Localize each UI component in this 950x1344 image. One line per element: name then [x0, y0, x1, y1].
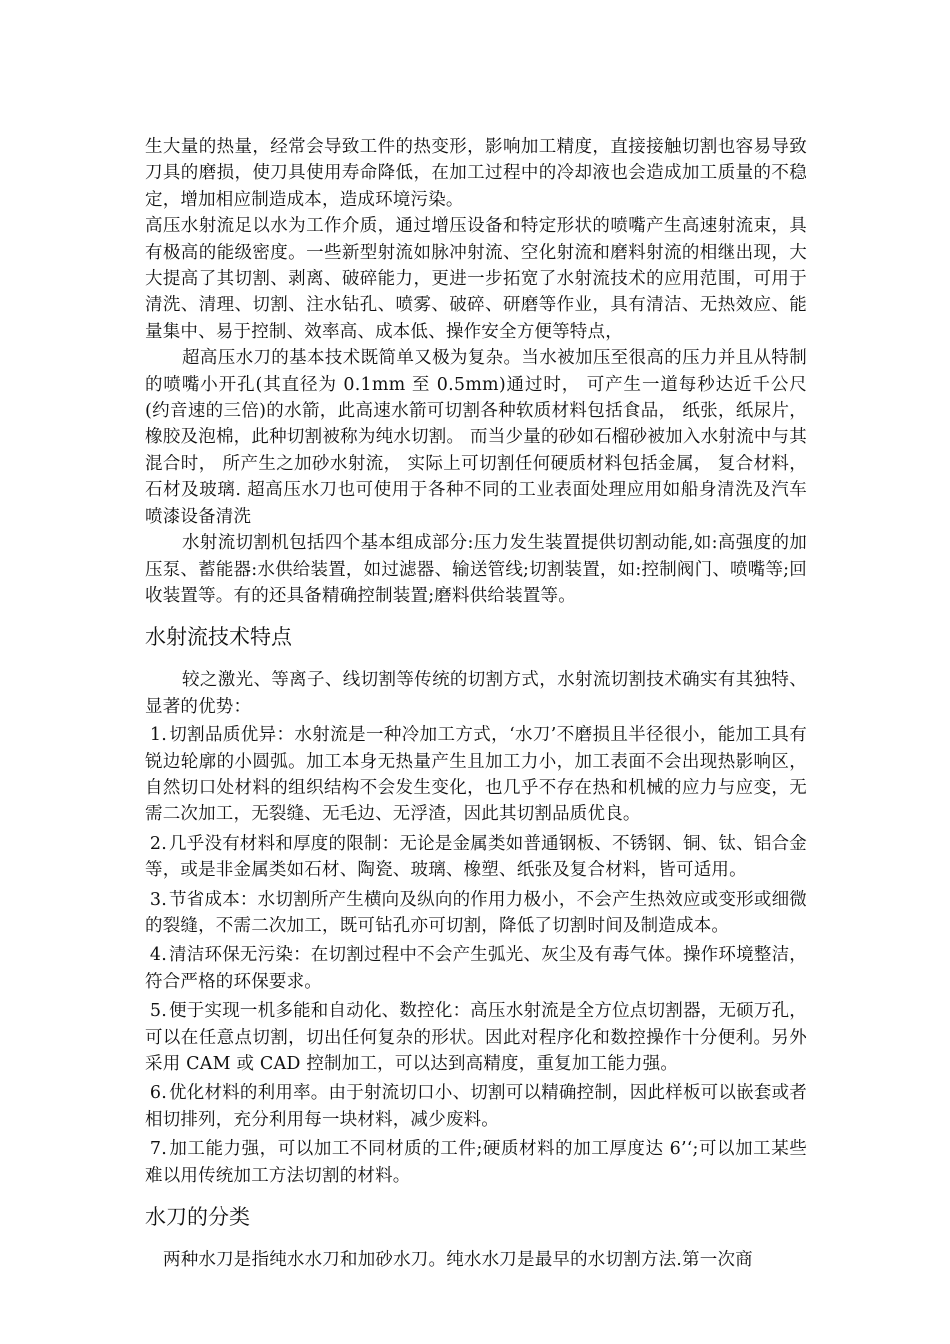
- section-heading-features: 水射流技术特点: [145, 625, 292, 650]
- paragraph-machine-components: 水射流切割机包括四个基本组成部分:压力发生装置提供切割动能,如:高强度的加压泵、蓄能器:水供给装置，如过滤器、输送管线;切割装置，如:控制阀门、喷嘴等;回收装置等。有的还具备精确控制装置;磨料供给装置等。: [145, 533, 807, 606]
- list-item: 7. 加工能力强，可以加工不同材质的工件;硬质材料的加工厚度达 6’‘;可以加工某些难以用传统加工方法切割的材料。: [145, 1139, 807, 1186]
- paragraph-high-pressure-jet: 高压水射流足以水为工作介质，通过增压设备和特定形状的喷嘴产生高速射流束，具有极高的能级密度。一些新型射流如脉冲射流、空化射流和磨料射流的相继出现，大大提高了其切割、剥离、破碎能力，更进一步拓宽了水射流技术的应用范围，可用于清洗、清理、切割、注水钻孔、喷雾、破碎、研磨等作业，具有清洁、无热效应、能量集中、易于控制、效率高、成本低、操作安全方便等特点，: [145, 216, 807, 342]
- classification-intro: 两种水刀是指纯水水刀和加砂水刀。纯水水刀是最早的水切割方法.第一次商: [163, 1250, 753, 1271]
- features-intro: 较之激光、等离子、线切割等传统的切割方式，水射流切割技术确实有其独特、显著的优势：: [145, 670, 807, 717]
- list-item: 3. 节省成本：水切割所产生横向及纵向的作用力极小，不会产生热效应或变形或细微的裂缝，不需二次加工，既可钻孔亦可切割，降低了切割时间及制造成本。: [145, 889, 807, 936]
- list-item: 2. 几乎没有材料和厚度的限制：无论是金属类如普通钢板、不锈钢、铜、钛、铝合金等，或是非金属类如石材、陶瓷、玻璃、橡塑、纸张及复合材料，皆可适用。: [145, 833, 807, 881]
- document-body: [145, 134, 807, 1273]
- paragraph-heat-effects: 生大量的热量，经常会导致工件的热变形，影响加工精度，直接接触切割也容易导致刀具的磨损，使刀具使用寿命降低，在加工过程中的冷却液也会造成加工质量的不稳定，增加相应制造成本，造成环境污染。: [145, 137, 807, 210]
- section-heading-classification: 水刀的分类: [145, 1205, 250, 1230]
- list-item: 5. 便于实现一机多能和自动化、数控化：高压水射流是全方位点切割器，无硕万孔，可以在任意点切割，切出任何复杂的形状。因此对程序化和数控操作十分便利。另外采用 CAM 或 CAD 控制加工，可以达到高精度，重复加工能力强。: [145, 1001, 807, 1074]
- list-item: 1. 切割品质优异：水射流是一种冷加工方式，‘水刀’不磨损且半径很小，能加工具有锐边轮廓的小圆弧。加工本身无热量产生且加工力小，加工表面不会出现热影响区，自然切口处材料的组织结构不会发生变化，也几乎不存在热和机械的应力与应变，无需二次加工，无裂缝、无毛边、无浮渣，因此其切割品质优良。: [145, 725, 807, 825]
- list-item: 4. 清洁环保无污染：在切割过程中不会产生弧光、灰尘及有毒气体。操作环境整洁，符合严格的环保要求。: [145, 945, 807, 992]
- list-item: 6. 优化材料的利用率。由于射流切口小、切割可以精确控制，因此样板可以嵌套或者相切排列，充分利用每一块材料，减少废料。: [145, 1083, 807, 1130]
- paragraph-ultra-high-pressure: 超高压水刀的基本技术既简单又极为复杂。当水被加压至很高的压力并且从特制的喷嘴小开孔(其直径为 0.1mm 至 0.5mm)通过时， 可产生一道每秒达近千公尺(约音速的三倍)的水箭，此高速水箭可切割各种软质材料包括食品， 纸张，纸尿片， 橡胶及泡棉，此种切割被称为纯水切割。 而当少量的砂如石榴砂被加入水射流中与其混合时， 所产生之加砂水射流， 实际上可切割任何硬质材料包括金属， 复合材料， 石材及玻璃. 超高压水刀也可使用于各种不同的工业表面处理应用如船身清洗及汽车喷漆设备清洗: [145, 348, 807, 527]
- features-list: [145, 722, 807, 1189]
